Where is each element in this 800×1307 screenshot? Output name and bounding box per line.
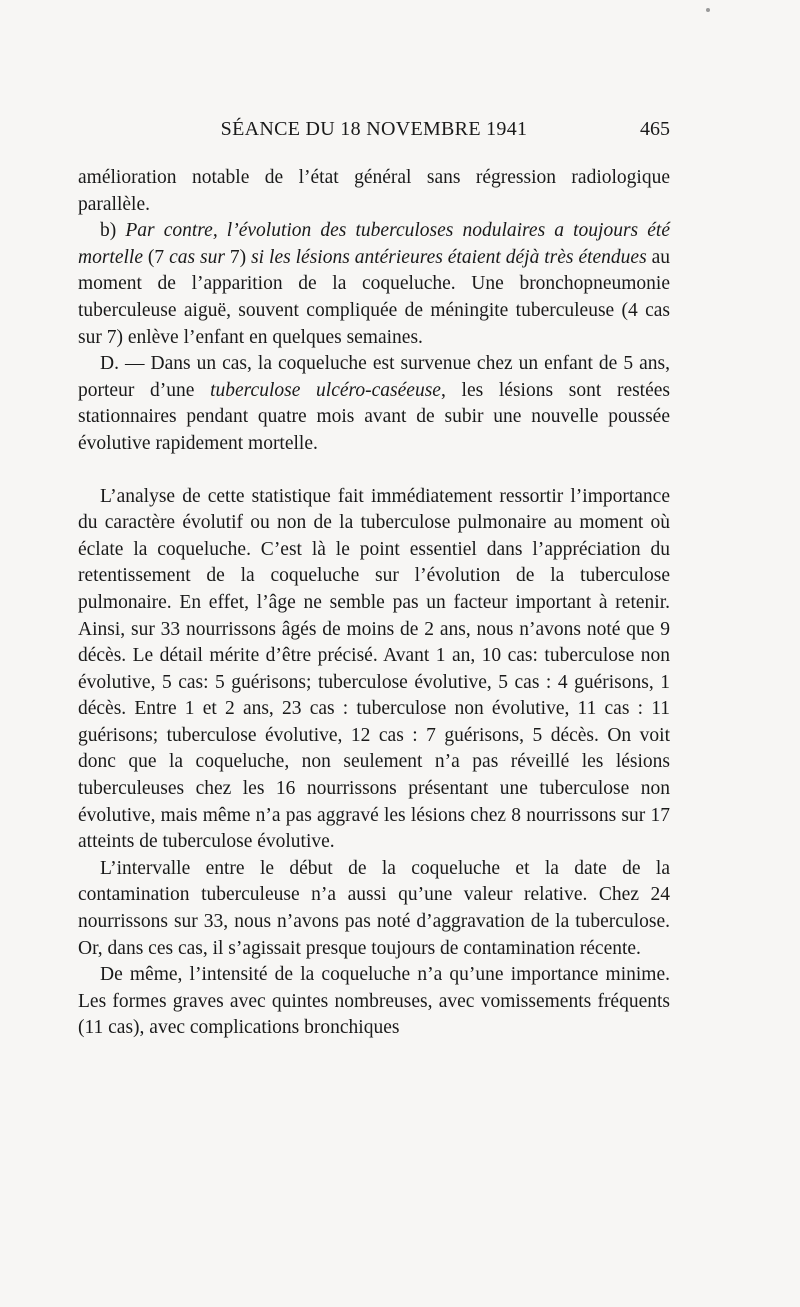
italic-text: Par contre, l’évolution des tuberculoses nodulaires a toujours été mortelle (78, 220, 670, 268)
text-run: au moment de l’apparition de la coqueluche. Une bronchopneumonie tuberculeuse aiguë, souvent compliquée de méningite tuberculeuse (4 cas sur 7) enlève l’enfant en quelques semaines. (78, 246, 671, 348)
text-run: , les lésions sont restées stationnaires pendant quatre mois avant de subir une nouvelle poussée évolutive rapidement mortelle. (78, 379, 671, 454)
text-run: De même, l’intensité de la coqueluche n’a qu’une importance minime. Les formes graves avec quintes nombreuses, avec vomissements fréquents (11 cas), avec complications bronchiques (78, 964, 670, 1039)
page-header (78, 118, 670, 144)
paragraph (78, 856, 670, 962)
italic-text: cas sur (169, 246, 225, 268)
running-head: SÉANCE DU 18 NOVEMBRE 1941 (220, 118, 528, 140)
paragraph (78, 351, 670, 457)
text-run: D. — Dans un cas, la coqueluche est survenue chez un enfant de 5 ans, porteur d’une (78, 353, 670, 401)
print-speck (706, 8, 710, 12)
paragraph (78, 484, 670, 856)
text-run: L’intervalle entre le début de la coqueluche et la date de la contamination tuberculeuse n’a aussi qu’une valeur relative. Chez 24 nourrissons sur 33, nous n’avons pas noté d’aggravation de la tuberculose. Or, dans ces cas, il s’agissait presque toujours de contamination récente. (78, 857, 670, 959)
page-number: 465 (640, 118, 670, 140)
paragraph (78, 962, 670, 1042)
italic-text: tuberculose ulcéro-caséeuse (210, 379, 441, 401)
text-run: amélioration notable de l’état général sans régression radiologique parallèle. (78, 167, 670, 215)
text-run: (7 (142, 246, 170, 268)
text-run: L’analyse de cette statistique fait immédiatement ressortir l’importance du caractère évolutif ou non de la tuberculose pulmonaire au moment où éclate la coqueluche. C’est là le point essentiel dans l’appréciation du retentissement de la coqueluche sur l’évolution de la tuberculose pulmonaire. En effet, l’âge ne semble pas un facteur important à retenir. Ainsi, sur 33 nourrissons âgés de moins de 2 ans, nous n’avons noté que 9 décès. Le détail mérite d’être précisé. Avant 1 an, 10 cas: tuberculose non évolutive, 5 cas: 5 guérisons; tuberculose évolutive, 5 cas : 4 guérisons, 1 décès. Entre 1 et 2 ans, 23 cas : tuberculose non évolutive, 11 cas : 11 guérisons; tuberculose évolutive, 12 cas : 7 guérisons, 5 décès. On voit donc que la coqueluche, non seulement n’a pas réveillé les lésions tuberculeuses chez les 16 nourrissons présentant une tuberculose non évolutive, mais même n’a pas aggravé les lésions chez 8 nourrissons sur 17 atteints de tuberculose évolutive. (78, 485, 670, 853)
paragraph (78, 218, 670, 351)
text-run: 7) (224, 246, 252, 268)
body-text (78, 165, 670, 1042)
italic-text: si les lésions antérieures étaient déjà très étendues (251, 246, 647, 268)
paragraph (78, 165, 670, 218)
text-run: b) (100, 220, 126, 242)
